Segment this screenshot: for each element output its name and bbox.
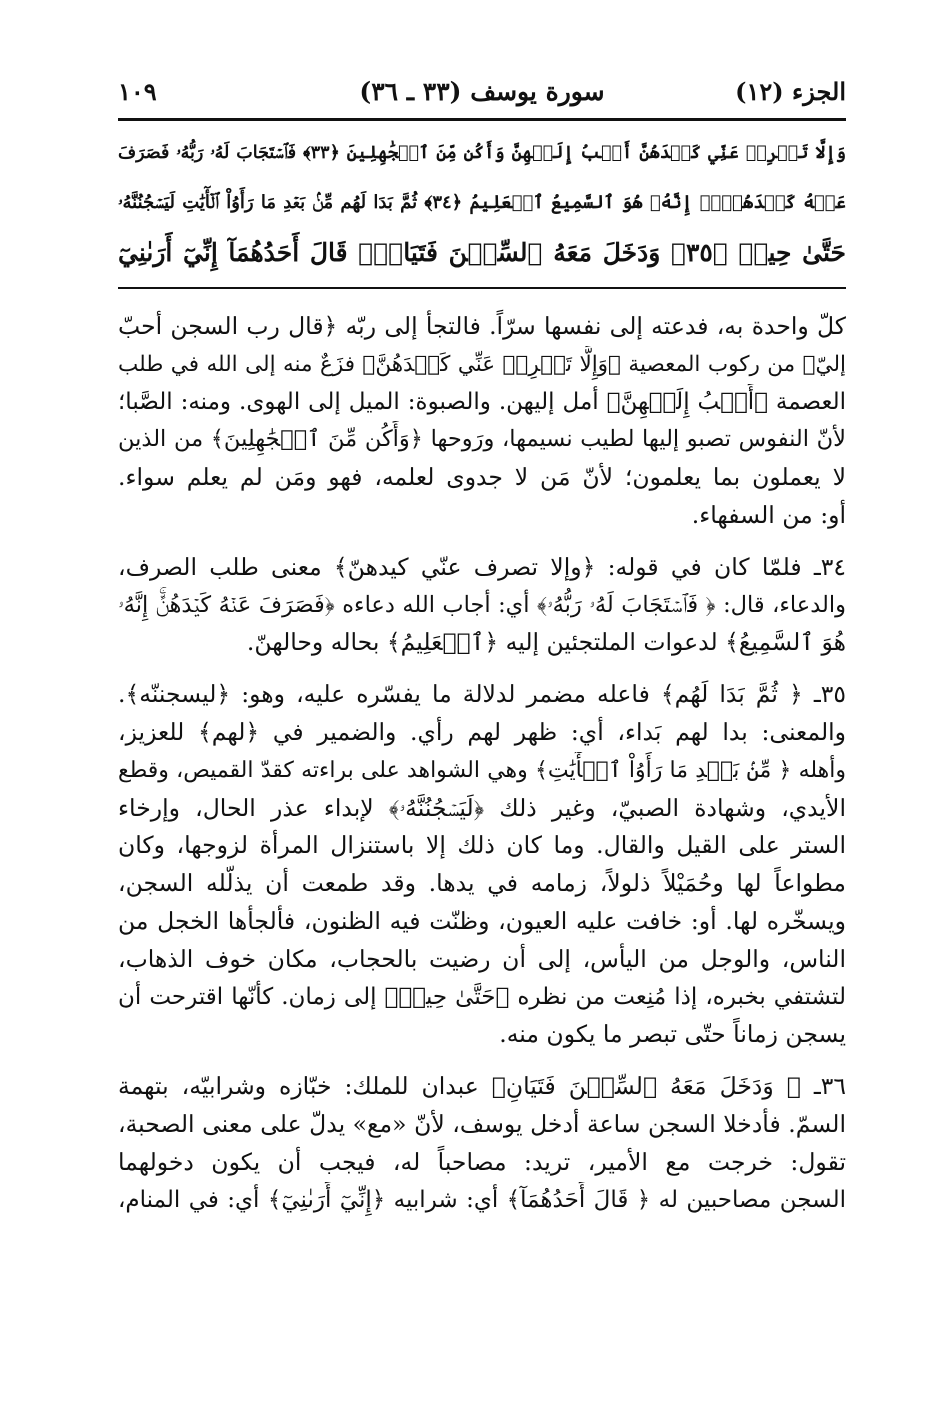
- commentary-block: [118, 308, 846, 1233]
- commentary-line: إليّ﴾ من ركوب المعصية ﴿وَإِلَّا تَصۡرِفۡ عَنِّي كَيۡدَهُنَّ﴾ فزَعٌ منه إلى الله في طلب: [118, 351, 846, 377]
- commentary-line: الستر على القيل والقال. وما كان ذلك إلا باستنزال المرأة لزوجها، وكان: [118, 831, 846, 860]
- quran-line: وَإِلَّا تَصۡرِفۡ عَنِّي كَيۡدَهُنَّ أَصۡبُ إِلَيۡهِنَّ وَأَكُن مِّنَ ٱلۡجَٰهِلِينَ ﴿٣٣﴾ فَٱسۡتَجَابَ لَهُۥ رَبُّهُۥ فَصَرَفَ: [118, 143, 847, 163]
- surah-title: سورة يوسف (٣٣ ـ ٣٦): [359, 76, 605, 106]
- commentary-line: لا يعملون بما يعلمون؛ لأنّ مَن لا جدوى لعلمه، فهو ومَن لم يعلم سواء.: [118, 463, 846, 492]
- commentary-line: أو: من السفهاء.: [691, 500, 846, 529]
- commentary-line: العصمة ﴿أَصۡبُ إِلَيۡهِنَّ﴾ أمل إليهن. والصبوة: الميل إلى الهوى. ومنه: الصَّبا؛: [118, 388, 846, 415]
- commentary-line: والدعاء، قال: ﴿ فَٱسۡتَجَابَ لَهُۥ رَبُّهُۥ﴾ أي: أجاب الله دعاءه ﴿فَصَرَفَ عَنۡهُ كَيۡدَهُنَّۚ إِنَّهُۥ: [118, 591, 846, 618]
- commentary-line: وأهله ﴿ مِّنۢ بَعۡدِ مَا رَأَوُاْ ٱلۡأٓيَٰتِ﴾ وهي الشواهد على براءته كقدّ القميص، وقطع: [118, 757, 846, 783]
- juz-label: الجزء (١٢): [735, 76, 846, 106]
- header-divider: [118, 118, 846, 121]
- commentary-line: السجن مصاحبين له ﴿ قَالَ أَحَدُهُمَآ﴾ أي: شرابيه ﴿إِنِّيٓ أَرَىٰنِيٓ﴾ أي: في المنام،: [118, 1186, 846, 1213]
- commentary-line: تقول: خرجت مع الأمير، تريد: مصاحباً له، فيجب أن يكون دخولهما: [118, 1147, 846, 1176]
- quran-line: عَنۡهُ كَيۡدَهُنَّۚ إِنَّهُۥ هُوَ ٱلسَّمِيعُ ٱلۡعَلِيمُ ﴿٣٤﴾ ثُمَّ بَدَا لَهُم مِّنۢ بَعۡدِ مَا رَأَوُاْ ٱلۡأٓيَٰتِ لَيَسۡجُنُنَّهُۥ: [118, 192, 846, 213]
- commentary-line: ٣٤ـ فلمّا كان في قوله: ﴿وإلا تصرف عنّي كيدهنّ﴾ معنى طلب الصرف،: [118, 552, 846, 581]
- commentary-line: لتشتفي بخبره، إذا مُنِعت من نظره ﴿حَتَّىٰ حِينٖ﴾ إلى زمان. كأنّها اقترحت أن: [118, 983, 846, 1010]
- commentary-line: الأيدي، وشهادة الصبيّ، وغير ذلك ﴿لَيَسۡجُنُنَّهُۥ﴾ لإبداء عذر الحال، وإرخاء: [118, 793, 846, 822]
- quran-text-block: [118, 128, 846, 278]
- commentary-paragraph-36: [118, 1068, 846, 1219]
- commentary-line: هُوَ ٱلسَّمِيعُ﴾ لدعوات الملتجئين إليه ﴿ٱلۡعَلِيمُ﴾ بحاله وحالهنّ.: [246, 628, 846, 657]
- commentary-line: لأنّ النفوس تصبو إليها لطيب نسيمها، ورَوحها ﴿وَأَكُن مِّنَ ٱلۡجَٰهِلِينَ﴾ من الذين: [118, 426, 846, 453]
- commentary-line: والمعنى: بدا لهم بَداء، أي: ظهر لهم رأي. والضمير في ﴿لهم﴾ للعزيز،: [118, 717, 846, 746]
- commentary-line: يسجن زماناً حتّى تبصر ما يكون منه.: [499, 1020, 846, 1049]
- commentary-line: ٣٥ـ ﴿ ثُمَّ بَدَا لَهُم﴾ فاعله مضمر لدلالة ما يفسّره عليه، وهو: ﴿ليسجننّه﴾.: [118, 680, 846, 709]
- commentary-paragraph-34: [118, 549, 846, 662]
- page-number: ١٠٩: [118, 76, 157, 106]
- quran-divider: [118, 287, 846, 289]
- commentary-line: ويسخّره لها. أو: خافت عليه العيون، وظنّت فيه الظنون، فألجأها الخجل من: [118, 906, 846, 935]
- commentary-line: ٣٦ـ ﴿ وَدَخَلَ مَعَهُ ٱلسِّجۡنَ فَتَيَانِ﴾ عبدان للملك: خبّازه وشرابيّه، بتهمة: [118, 1072, 846, 1101]
- commentary-line: الناس، والوجل من اليأس، إلى أن رضيت بالحجاب، مكان خوف الذهاب،: [118, 944, 846, 973]
- commentary-paragraph-35: [118, 676, 846, 1054]
- commentary-line: كلّ واحدة به، فدعته إلى نفسها سرّاً. فالتجأ إلى ربّه ﴿قال رب السجن أحبّ: [118, 312, 846, 340]
- commentary-line: مطواعاً لها وحُمَيْلاً ذلولاً، زمامه في يدها. وقد طمعت أن يذلّله السجن،: [118, 869, 846, 898]
- quran-line: حَتَّىٰ حِينٖ ﴿٣٥﴾ وَدَخَلَ مَعَهُ ٱلسِّجۡنَ فَتَيَانِۖ قَالَ أَحَدُهُمَآ إِنِّيٓ أَرَىٰنِيٓ: [118, 238, 847, 267]
- page-header: [118, 66, 846, 116]
- commentary-paragraph: [118, 308, 846, 535]
- commentary-line: السمّ. فأدخلا السجن ساعة أدخل يوسف، لأنّ «مع» يدلّ على معنى الصحبة،: [118, 1109, 846, 1138]
